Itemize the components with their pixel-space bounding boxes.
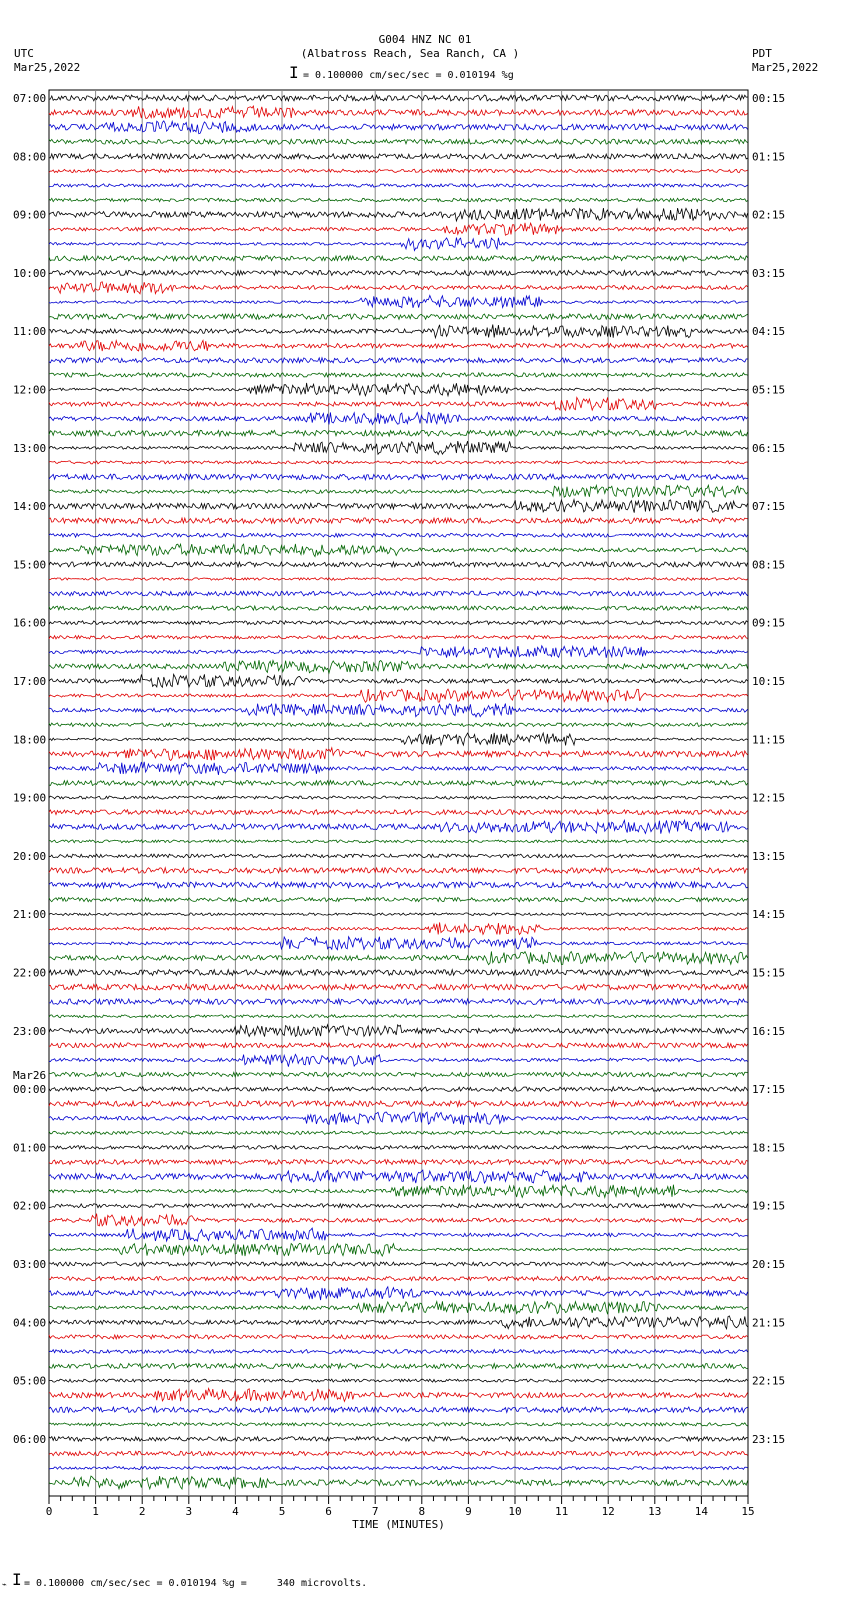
utc-hour-label: 07:00 <box>13 92 47 105</box>
pdt-time-label: 19:15 <box>752 1199 786 1213</box>
pdt-time-label: 05:15 <box>752 383 786 397</box>
footer-scale-icon: I <box>12 1570 22 1589</box>
seismic-trace <box>49 1243 748 1256</box>
scale-bar-icon: I <box>289 63 299 82</box>
seismic-trace <box>49 951 748 964</box>
seismic-trace <box>49 295 748 307</box>
utc-hour-label: 22:00 <box>13 966 47 980</box>
seismic-trace <box>49 223 748 235</box>
seismic-trace <box>49 689 748 702</box>
seismic-trace <box>49 256 748 261</box>
seismic-trace <box>49 1388 748 1401</box>
seismic-trace <box>49 500 748 513</box>
pdt-time-label: 16:15 <box>752 1024 786 1038</box>
seismic-trace <box>49 314 748 319</box>
seismic-trace <box>49 106 748 118</box>
utc-hour-label: 18:00 <box>13 733 47 747</box>
seismic-trace <box>49 733 748 746</box>
utc-hour-label: 17:00 <box>13 675 47 688</box>
seismic-trace <box>49 898 748 902</box>
seismic-trace <box>49 723 748 727</box>
seismic-trace <box>49 533 748 537</box>
x-tick-label: 7 <box>371 1505 379 1518</box>
seismic-trace <box>49 1276 748 1280</box>
seismic-trace <box>49 474 748 480</box>
utc-hour-label: 13:00 <box>13 441 47 455</box>
seismic-trace <box>49 913 748 916</box>
seismic-trace <box>49 646 748 658</box>
left-timezone: UTC <box>14 47 34 60</box>
seismic-trace <box>49 1262 748 1266</box>
seismic-trace <box>49 518 748 524</box>
pdt-time-label: 03:15 <box>752 266 786 280</box>
seismic-trace <box>49 154 748 159</box>
pdt-time-label: 08:15 <box>752 558 786 572</box>
seismic-trace <box>49 636 748 639</box>
seismic-trace <box>49 970 748 976</box>
seismic-trace <box>49 430 748 436</box>
seismic-trace <box>49 1407 748 1413</box>
pdt-time-label: 12:15 <box>752 791 786 805</box>
footer-scale-text: = 0.100000 cm/sec/sec = 0.010194 %g = 340 microvolts. <box>24 1578 368 1589</box>
seismic-trace <box>49 999 748 1005</box>
seismic-trace <box>49 1043 748 1048</box>
seismic-trace <box>49 461 748 464</box>
x-tick-label: 2 <box>138 1505 146 1518</box>
x-tick-label: 8 <box>418 1505 426 1518</box>
utc-hour-label: 08:00 <box>13 150 47 164</box>
utc-hour-label: 12:00 <box>13 383 47 397</box>
seismic-trace <box>49 1287 748 1300</box>
utc-hour-label: 00:00 <box>13 1083 47 1097</box>
utc-hour-label: 04:00 <box>13 1316 47 1330</box>
seismic-trace <box>49 198 748 201</box>
seismic-trace <box>49 397 748 410</box>
seismic-trace <box>49 1072 748 1077</box>
seismic-trace <box>49 139 748 144</box>
seismic-trace <box>49 1054 748 1066</box>
x-tick-label: 1 <box>92 1505 99 1518</box>
seismic-trace <box>49 95 748 101</box>
pdt-time-label: 01:15 <box>752 150 786 164</box>
seismic-trace <box>49 1228 748 1241</box>
seismic-trace <box>49 781 748 786</box>
pdt-time-label: 21:15 <box>752 1316 786 1330</box>
seismic-trace <box>49 1476 748 1489</box>
station-title: G004 HNZ NC 01 <box>378 33 472 46</box>
seismic-trace <box>49 412 748 424</box>
pdt-time-label: 00:15 <box>752 92 786 105</box>
seismic-trace <box>49 820 748 834</box>
pdt-time-label: 02:15 <box>752 208 786 222</box>
utc-hour-label: 01:00 <box>13 1141 47 1155</box>
seismic-trace <box>49 1146 748 1150</box>
utc-hour-label: 06:00 <box>13 1432 47 1446</box>
pdt-time-label: 18:15 <box>752 1141 786 1155</box>
seismic-trace <box>49 358 748 363</box>
pdt-time-label: 04:15 <box>752 325 786 339</box>
seismic-trace <box>49 762 748 775</box>
seismic-trace <box>49 606 748 610</box>
seismic-trace <box>49 544 748 557</box>
seismic-trace <box>49 184 748 187</box>
seismic-trace <box>49 238 748 251</box>
seismic-trace <box>49 1160 748 1165</box>
seismic-trace <box>49 1025 748 1037</box>
seismic-trace <box>49 1087 748 1091</box>
pdt-time-label: 13:15 <box>752 849 786 863</box>
seismic-trace <box>49 208 748 221</box>
seismic-trace <box>49 1467 748 1470</box>
seismic-trace <box>49 1015 748 1018</box>
seismic-trace <box>49 373 748 377</box>
seismic-trace <box>49 169 748 172</box>
seismic-trace <box>49 562 748 567</box>
seismic-trace <box>49 1316 748 1329</box>
x-tick-label: 0 <box>45 1505 53 1518</box>
pdt-time-label: 17:15 <box>752 1083 786 1097</box>
seismic-trace <box>49 1131 748 1134</box>
station-location: (Albatross Reach, Sea Ranch, CA ) <box>300 47 520 60</box>
x-tick-label: 4 <box>232 1505 239 1518</box>
seismic-trace <box>49 810 748 815</box>
seismic-trace <box>49 1112 748 1125</box>
seismic-trace <box>49 1350 748 1354</box>
seismic-trace <box>49 937 748 950</box>
seismic-trace <box>49 1185 748 1198</box>
seismic-trace <box>49 1214 748 1226</box>
header-scale-text: = 0.100000 cm/sec/sec = 0.010194 %g <box>303 70 514 81</box>
seismic-trace <box>49 1451 748 1455</box>
seismic-trace <box>49 660 748 673</box>
pdt-time-label: 07:15 <box>752 500 786 514</box>
seismic-trace <box>49 383 748 396</box>
seismic-trace <box>49 270 748 275</box>
right-date: Mar25,2022 <box>752 61 819 74</box>
seismic-trace <box>49 868 748 874</box>
utc-hour-label: 05:00 <box>13 1374 47 1388</box>
seismic-trace <box>49 796 748 799</box>
x-tick-label: 5 <box>278 1505 286 1518</box>
utc-hour-label: 14:00 <box>13 500 47 514</box>
seismic-trace <box>49 854 748 858</box>
seismic-trace <box>49 674 748 687</box>
seismic-trace <box>49 984 748 990</box>
pdt-time-label: 22:15 <box>752 1374 786 1388</box>
utc-hour-label: 16:00 <box>13 616 47 630</box>
seismic-trace <box>49 840 748 843</box>
seismic-trace <box>49 1170 748 1183</box>
seismic-trace <box>49 922 748 934</box>
utc-hour-label: 10:00 <box>13 266 47 280</box>
seismic-trace <box>49 621 748 625</box>
seismic-trace <box>49 282 748 294</box>
pdt-time-label: 11:15 <box>752 733 786 747</box>
date-marker-label: Mar26 <box>13 1069 47 1083</box>
seismic-trace <box>49 1101 748 1107</box>
seismic-trace <box>49 578 748 581</box>
utc-hour-label: 02:00 <box>13 1199 47 1213</box>
pdt-time-label: 15:15 <box>752 966 786 980</box>
x-tick-label: 12 <box>601 1505 615 1518</box>
utc-hour-label: 21:00 <box>13 908 47 922</box>
x-tick-label: 9 <box>465 1505 472 1518</box>
seismic-trace <box>49 748 748 761</box>
seismic-trace <box>49 591 748 596</box>
seismic-trace <box>49 121 748 134</box>
x-axis-label: TIME (MINUTES) <box>352 1518 445 1531</box>
utc-hour-label: 11:00 <box>13 325 47 339</box>
seismic-trace <box>49 1301 748 1314</box>
x-tick-label: 14 <box>694 1505 709 1518</box>
right-timezone: PDT <box>752 47 772 60</box>
seismic-trace <box>49 882 748 888</box>
seismic-trace <box>49 325 748 338</box>
left-date: Mar25,2022 <box>14 61 81 74</box>
utc-hour-label: 09:00 <box>13 208 47 222</box>
seismic-trace <box>49 1364 748 1369</box>
utc-hour-label: 19:00 <box>13 791 47 805</box>
x-tick-label: 3 <box>185 1505 193 1518</box>
seismic-trace <box>49 1437 748 1442</box>
x-tick-label: 13 <box>648 1505 662 1518</box>
pdt-time-label: 14:15 <box>752 908 786 922</box>
pdt-time-label: 20:15 <box>752 1258 786 1271</box>
seismic-trace <box>49 704 748 717</box>
pdt-time-label: 10:15 <box>752 675 786 688</box>
seismic-trace <box>49 1204 748 1208</box>
x-tick-label: 15 <box>741 1505 755 1518</box>
pdt-time-label: 06:15 <box>752 441 786 455</box>
seismic-trace <box>49 340 748 351</box>
seismic-trace <box>49 1335 748 1339</box>
seismic-trace <box>49 441 748 454</box>
x-tick-label: 6 <box>325 1505 332 1518</box>
x-tick-label: 10 <box>508 1505 522 1518</box>
seismic-trace <box>49 1379 748 1382</box>
pdt-time-label: 09:15 <box>752 616 786 630</box>
seismic-trace <box>49 485 748 497</box>
utc-hour-label: 15:00 <box>13 558 47 572</box>
utc-hour-label: 23:00 <box>13 1024 47 1038</box>
footer-mark: ⌁ <box>2 1580 7 1589</box>
seismic-trace <box>49 1423 748 1426</box>
utc-hour-label: 03:00 <box>13 1258 47 1271</box>
pdt-time-label: 23:15 <box>752 1432 786 1446</box>
utc-hour-label: 20:00 <box>13 849 47 863</box>
x-tick-label: 11 <box>554 1505 569 1518</box>
